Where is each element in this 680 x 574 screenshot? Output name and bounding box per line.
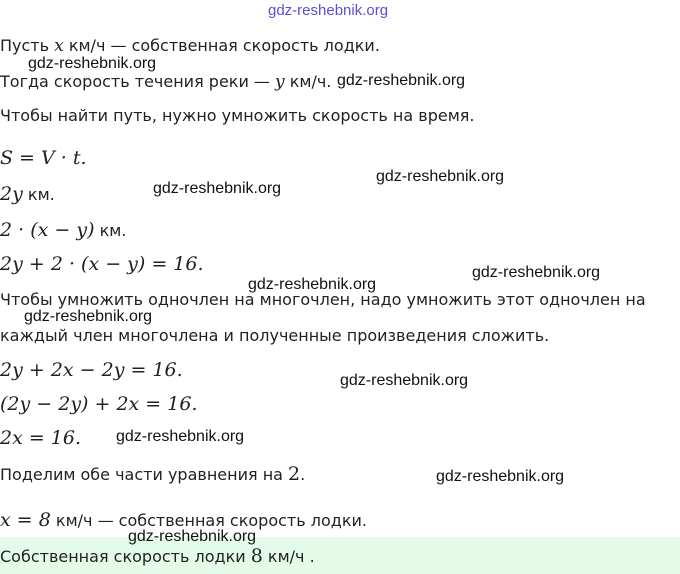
math-variable: x [54,36,64,56]
formula: 2y + 2x − 2y = 16. [0,359,183,381]
watermark: gdz-reshebnik.org [116,428,245,445]
text-fragment: км. [22,185,55,204]
watermark: gdz-reshebnik.org [472,264,601,281]
watermark: gdz-reshebnik.org [268,2,389,19]
math-expression: 2y [0,183,23,205]
text-line [0,464,305,485]
watermark: gdz-reshebnik.org [153,180,282,197]
watermark: gdz-reshebnik.org [376,168,505,185]
math-number: 8 [250,545,263,567]
formula: 2y + 2 · (x − y) = 16. [0,253,204,275]
text-line [0,36,380,56]
math-expression: 2 · (x − y) [0,219,95,241]
text-line [0,72,331,92]
watermark: gdz-reshebnik.org [436,468,565,485]
text-line: каждый член многочлена и полученные произведения сложить. [0,326,550,345]
text-fragment: км/ч — собственная скорость лодки. [50,511,367,530]
formula [0,510,367,531]
watermark: gdz-reshebnik.org [128,528,257,545]
formula: S = V · t. [0,147,87,169]
math-number: 2 [288,463,301,485]
text-line: Чтобы найти путь, нужно умножить скорость на время. [0,106,475,125]
text-fragment: Тогда скорость течения реки — [0,72,276,91]
text-line: Чтобы умножить одночлен на многочлен, надо умножить этот одночлен на [0,290,646,309]
watermark: gdz-reshebnik.org [340,372,469,389]
watermark: gdz-reshebnik.org [24,308,153,325]
text-fragment: Собственная скорость лодки [0,547,251,566]
formula: 2x = 16. [0,427,82,449]
text-fragment: км/ч — собственная скорость лодки. [63,36,380,55]
math-variable: y [275,72,285,92]
watermark: gdz-reshebnik.org [337,72,466,89]
text-fragment: км/ч . [262,547,315,566]
formula: (2y − 2y) + 2x = 16. [0,393,198,415]
text-fragment: Пусть [0,36,55,55]
text-fragment: Поделим обе части уравнения на [0,465,289,484]
watermark: gdz-reshebnik.org [28,55,157,72]
text-fragment: км. [94,221,127,240]
watermark: gdz-reshebnik.org [248,276,377,293]
formula [0,220,126,241]
math-expression: x = 8 [0,509,51,531]
answer-line [0,546,315,567]
formula [0,184,55,205]
text-fragment: . [300,465,306,484]
text-fragment: км/ч. [284,72,332,91]
